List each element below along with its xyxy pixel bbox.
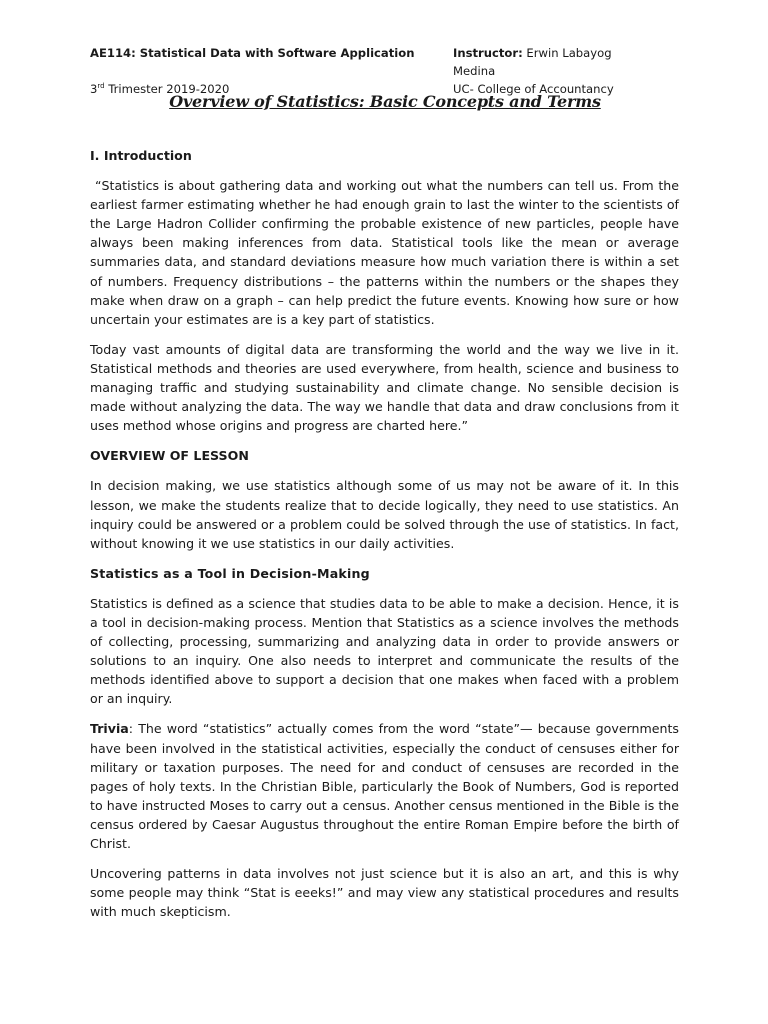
course-label: AE114: Statistical Data with Software Application xyxy=(90,46,415,60)
intro-paragraph-2: Today vast amounts of digital data are transforming the world and the way we live in it. Statistical methods and theories are used everywhere, from health, science and business to managing traffic and studying sustainability and climate change. No sensible decision is made without analyzing the data. The way we handle that data and draw conclusions from it uses method whose origins and progress are charted here.” xyxy=(90,341,679,434)
document-header xyxy=(90,44,650,98)
intro-heading: I. Introduction xyxy=(90,148,192,163)
intro-paragraph-1: “Statistics is about gathering data and working out what the numbers can tell us. From the earliest farmer estimating whether he had enough grain to last the winter to the scientists of the Large Hadron Collider confirming the probable existence of new particles, people have always been making inferences from data. Statistical tools like the mean or average summaries data, and standard deviations measure how much variation there is within a set of numbers. Frequency distributions – the patterns within the numbers or the shapes they make when draw on a graph – can help predict the future events. Knowing how sure or how uncertain your estimates are is a key part of statistics. xyxy=(90,178,679,327)
college-label: UC- College of Accountancy xyxy=(453,82,614,96)
trivia-text: : The word “statistics” actually comes from the word “state”— because governments have been involved in the statistical activities, especially the conduct of censuses either for military or taxation purposes. The need for and conduct of censuses are recorded in the pages of holy texts. In the Christian Bible, particularly the Book of Numbers, God is reported to have instructed Moses to carry out a census. Another census mentioned in the Bible is the census ordered by Caesar Augustus throughout the entire Roman Empire before the birth of Christ. xyxy=(90,721,679,851)
overview-paragraph: In decision making, we use statistics although some of us may not be aware of it. In this lesson, we make the students realize that to decide logically, they need to use statistics. An inquiry could be answered or a problem could be solved through the use of statistics. In fact, without knowing it we use statistics in our daily activities. xyxy=(90,478,679,551)
closing-paragraph: Uncovering patterns in data involves not just science but it is also an art, and this is why some people may think “Stat is eeeks!” and may view any statistical procedures and results with much skepticism. xyxy=(90,866,679,920)
tool-heading: Statistics as a Tool in Decision-Making xyxy=(90,565,370,581)
instructor-label: Instructor: xyxy=(453,46,523,60)
tool-paragraph: Statistics is defined as a science that studies data to be able to make a decision. Hence, it is a tool in decision-making process. Mention that Statistics as a science involves the methods of collecting, processing, summarizing and analyzing data in order to provide answers or solutions to an inquiry. One also needs to interpret and communicate the results of the methods identified above to support a decision that one makes when faced with a problem or an inquiry. xyxy=(90,595,679,707)
overview-heading: OVERVIEW OF LESSON xyxy=(90,448,249,464)
term-suffix: rd xyxy=(97,82,105,91)
page-title: Overview of Statistics: Basic Concepts and Terms xyxy=(169,92,601,111)
instructor-name: Erwin Labayog Medina xyxy=(453,46,612,78)
header-row-1 xyxy=(90,44,650,80)
trivia-paragraph xyxy=(90,719,679,853)
term-rest: Trimester 2019-2020 xyxy=(104,82,230,96)
document-body xyxy=(90,146,679,932)
trivia-label: Trivia xyxy=(90,721,129,737)
term-number: 3 xyxy=(90,82,98,96)
instructor-line xyxy=(453,44,650,80)
